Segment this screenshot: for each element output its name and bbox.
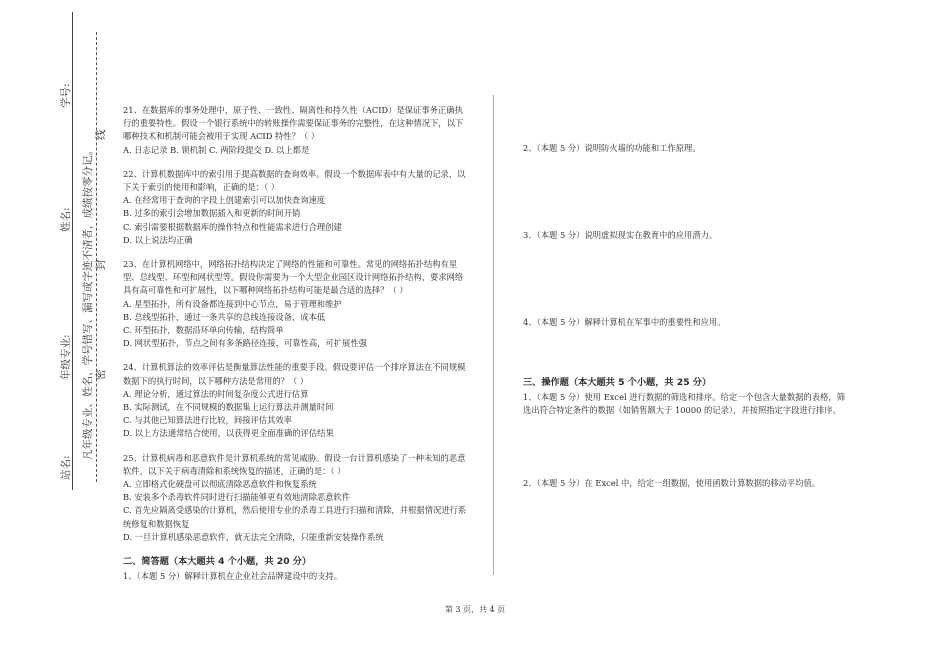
short-answer-question-1: 1、（本题 5 分）解释计算机在企业社会品牌建设中的支持。: [123, 571, 343, 582]
option-b: B. 实际测试，在不同规模的数据集上运行算法并测量时间: [123, 402, 334, 413]
option-c: C. 索引需要根据数据库的操作特点和性能需求进行合理创建: [123, 221, 342, 232]
binding-notice: 凡年级专业、姓名、学号错写、漏写或字迹不清者，成绩按零分记。: [82, 145, 94, 460]
option-c: C. 与其他已知算法进行比较，间接评估其效率: [123, 415, 292, 426]
option-b: B. 总线型拓扑，通过一条共享的总线连接设备，成本低: [123, 311, 326, 322]
question-25: [123, 452, 468, 544]
question-stem: 21、在数据库的事务处理中，原子性、一致性、隔离性和持久性（ACID）是保证事务正确执行的重要特性。假设一个银行系统中的转账操作需要保证事务的完整性，在这种情况下，以下哪种技术和机制可能会被用于实现 ACID 特性？（ ）: [123, 105, 464, 142]
student-id-label: 学号:: [60, 83, 72, 108]
operation-question-1: 1、（本题 5 分）使用 Excel 进行数据的筛选和排序。给定一个包含大量数据的表格，筛选出符合特定条件的数据（如销售额大于 10000 的记录），并按照指定字段进行排序。: [523, 391, 845, 416]
short-answer-question-2: 2、（本题 5 分）说明防火墙的功能和工作原理。: [523, 143, 701, 153]
option-d: D. 以上说法均正确: [123, 234, 193, 245]
name-label: 姓名:: [60, 207, 72, 232]
short-answer-question-3: 3、（本题 5 分）说明虚拟现实在教育中的应用潜力。: [523, 230, 718, 241]
question-stem: 22、计算机数据库中的索引用于提高数据的查询效率。假设一个数据库表中有大量的记录，以下关于索引的使用和影响，正确的是：（ ）: [123, 168, 466, 193]
seal-mark: 密: [95, 369, 107, 380]
question-21: [123, 104, 468, 157]
left-column: [123, 104, 468, 584]
option-a: A. 理论分析，通过算法的时间复杂度公式进行估算: [123, 388, 309, 399]
option-d: D. 以上方法通常结合使用，以获得更全面准确的评估结果: [123, 428, 334, 439]
option-line: A. 日志记录 B. 锁机制 C. 两阶段提交 D. 以上都是: [123, 144, 310, 155]
option-a: A. 在经常用于查询的字段上创建索引可以加快查询速度: [123, 195, 326, 206]
binding-dashed-line: [96, 32, 97, 482]
option-b: B. 过多的索引会增加数据插入和更新的时间开销: [123, 208, 301, 219]
grade-major-label: 年级专业:: [60, 334, 72, 380]
question-23: [123, 258, 468, 350]
column-divider: [493, 95, 494, 575]
binding-strip: [0, 0, 105, 672]
operation-question-2: 2、（本题 5 分）在 Excel 中，给定一组数据，使用函数计算数据的移动平均值。: [523, 478, 821, 489]
right-column: [523, 142, 853, 490]
question-24: [123, 361, 468, 440]
option-a: A. 立即格式化硬盘可以彻底清除恶意软件和恢复系统: [123, 479, 317, 490]
line-mark: 线: [95, 129, 107, 140]
short-answer-question-4: 4、（本题 5 分）解释计算机在军事中的重要性和应用。: [523, 317, 726, 328]
question-22: [123, 168, 468, 247]
option-a: A. 星型拓扑，所有设备都连接到中心节点，易于管理和维护: [123, 298, 342, 309]
option-b: B. 安装多个杀毒软件同时进行扫描能够更有效地清除恶意软件: [123, 492, 351, 503]
option-d: D. 网状型拓扑，节点之间有多条路径连接，可靠性高，可扩展性强: [123, 338, 367, 349]
question-stem: 24、计算机算法的效率评估是衡量算法性能的重要手段。假设要评估一个排序算法在不同规模数据下的执行时间，以下哪种方法是常用的？（ ）: [123, 362, 466, 386]
page-number: 第 3 页，共 4 页: [444, 605, 506, 614]
option-c: C. 首先应隔离受感染的计算机，然后使用专业的杀毒工具进行扫描和清除，并根据情况进行系统修复和数据恢复: [123, 505, 467, 529]
section-title-operation: 三、操作题（本大题共 5 个小题，共 25 分）: [523, 376, 712, 388]
question-stem: 23、在计算机网络中，网络拓扑结构决定了网络的性能和可靠性。常见的网络拓扑结构有星型、总线型、环型和网状型等。假设你需要为一个大型企业园区设计网络拓扑结构，要求网络具有高可靠性和可扩展性，以下哪种网络拓扑结构可能是最合适的选择？（ ）: [123, 259, 464, 296]
exam-site-label: 站名:: [60, 455, 72, 480]
option-d: D. 一旦计算机感染恶意软件，就无法完全清除，只能重新安装操作系统: [123, 531, 384, 542]
sealing-mark: 封: [95, 259, 107, 270]
section-title-short-answer: 二、简答题（本大题共 4 个小题，共 20 分）: [123, 556, 312, 568]
option-c: C. 环型拓扑，数据沿环单向传输，结构简单: [123, 325, 284, 336]
question-stem: 25、计算机病毒和恶意软件是计算机系统的常见威胁。假设一台计算机感染了一种未知的恶意软件，以下关于病毒清除和系统恢复的描述，正确的是：（ ）: [123, 452, 466, 476]
